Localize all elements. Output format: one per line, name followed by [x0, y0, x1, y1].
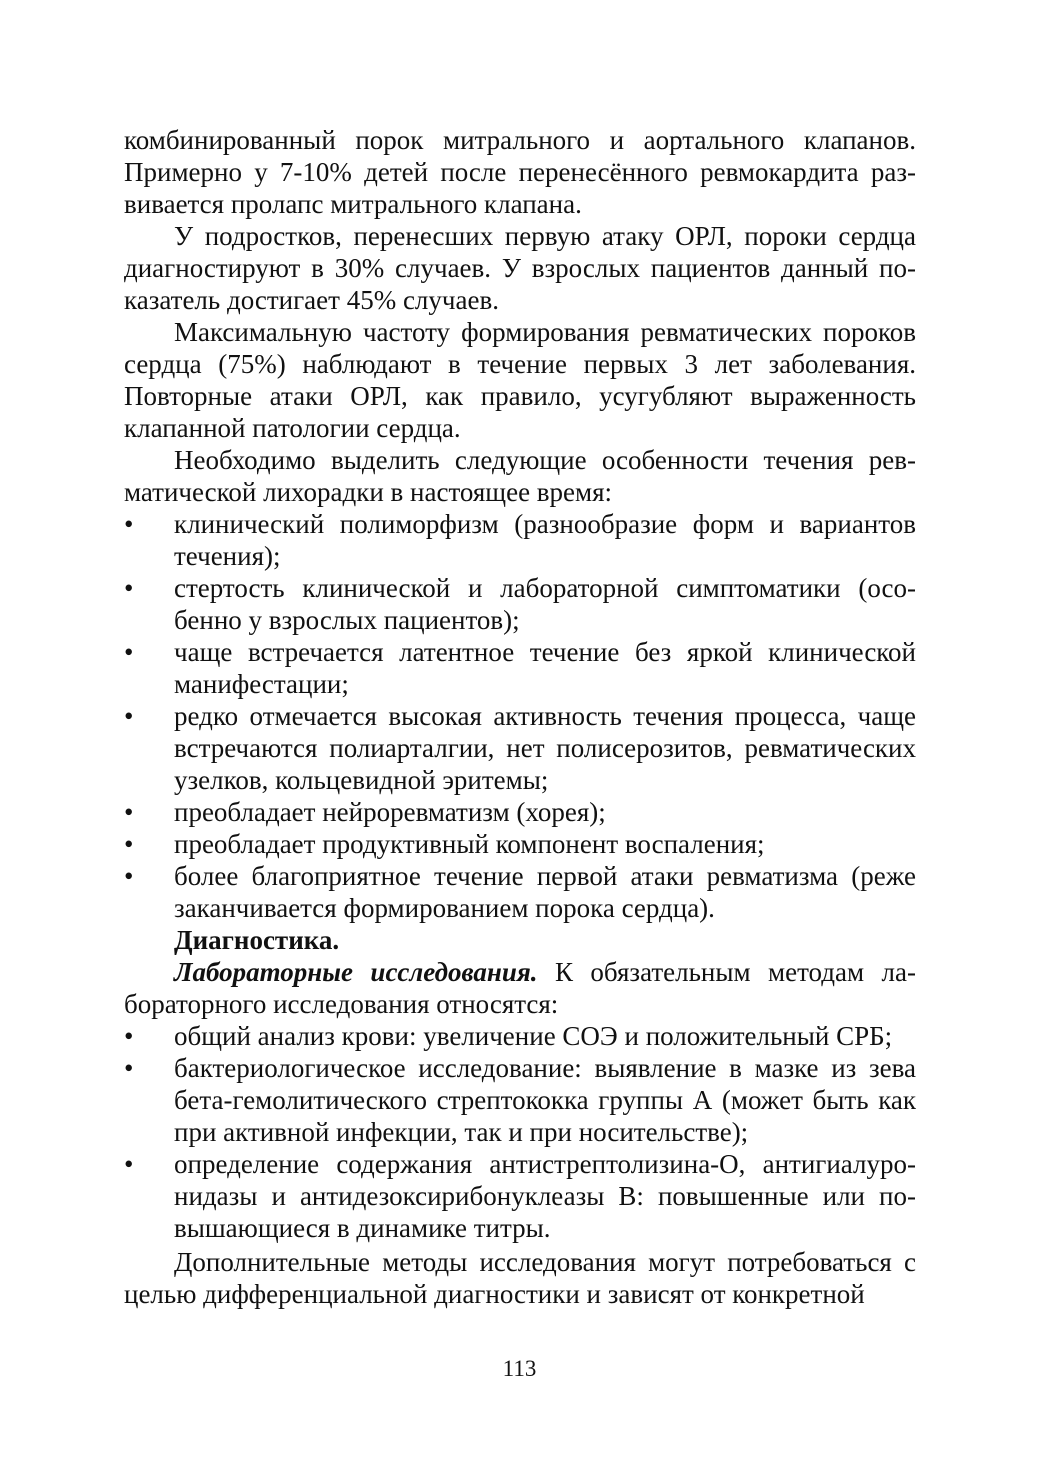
list-item [124, 508, 916, 572]
list-item-text: преобладает нейроревматизм (хорея); [174, 797, 606, 827]
paragraph-continuation: комбинированный порок митрального и аортального клапанов. Примерно у 7-10% детей после перенесённого ревмокардита развивается пролапс митрального клапана. [124, 125, 916, 219]
list-item [124, 636, 916, 700]
bullet-icon: • [124, 797, 134, 827]
lab-list [124, 1020, 916, 1244]
list-item [124, 1020, 916, 1052]
page-body [124, 124, 916, 1310]
list-item-text: редко отмечается высокая активность течения процесса, чаще встречаются полиарталгии, нет полисерозитов, ревматических узелков, кольцевидной эритемы; [174, 701, 916, 795]
page-number: 113 [502, 1356, 537, 1381]
list-item [124, 1148, 916, 1244]
list-item-text: общий анализ крови: увеличение СОЭ и положительный СРБ; [174, 1021, 893, 1051]
bullet-icon: • [124, 509, 134, 539]
bullet-icon: • [124, 829, 134, 859]
list-item [124, 860, 916, 924]
lab-intro-text: К обязательным методам лабораторного исследования относятся: [124, 957, 916, 1019]
bullet-icon: • [124, 637, 134, 667]
features-list [124, 508, 916, 924]
bullet-icon: • [124, 861, 134, 891]
bullet-icon: • [124, 1149, 134, 1179]
list-item [124, 700, 916, 796]
list-item [124, 572, 916, 636]
paragraph-lab-intro [124, 956, 916, 1020]
bullet-icon: • [124, 1053, 134, 1083]
paragraph-adolescents: У подростков, перенесших первую атаку ОРЛ, пороки сердца диагностируют в 30% случаев. У взрослых пациентов данный показатель достигает 45% случаев. [124, 221, 916, 315]
paragraph-max-frequency: Максимальную частоту формирования ревматических пороков сердца (75%) наблюдают в течение первых 3 лет заболевания. Повторные атаки ОРЛ, как правило, усугубляют выраженность клапанной патологии сердца. [124, 317, 916, 443]
paragraph-additional-methods: Дополнительные методы исследования могут потребоваться с целью дифференциальной диагностики и зависят от конкретной [124, 1247, 916, 1309]
list-item-text: бактериологическое исследование: выявление в мазке из зева бета-гемолитического стрептококка группы А (может быть как при активной инфекции, так и при носительстве); [174, 1053, 916, 1147]
list-item-text: стертость клинической и лабораторной симптоматики (особенно у взрослых пациентов); [174, 573, 916, 635]
bullet-icon: • [124, 1021, 134, 1051]
list-item [124, 1052, 916, 1148]
lab-label: Лабораторные исследования. [174, 957, 538, 987]
section-heading-diagnostics: Диагностика. [174, 925, 340, 955]
list-item-text: более благоприятное течение первой атаки ревматизма (реже заканчивается формированием порока сердца). [174, 861, 916, 923]
list-item-text: клинический полиморфизм (разнообразие форм и вариантов течения); [174, 509, 916, 571]
paragraph-features-intro: Необходимо выделить следующие особенности течения ревматической лихорадки в настоящее время: [124, 445, 916, 507]
bullet-icon: • [124, 573, 134, 603]
list-item [124, 796, 916, 828]
list-item [124, 828, 916, 860]
list-item-text: преобладает продуктивный компонент воспаления; [174, 829, 765, 859]
bullet-icon: • [124, 701, 134, 731]
list-item-text: чаще встречается латентное течение без яркой клинической манифестации; [174, 637, 916, 699]
list-item-text: определение содержания антистрептолизина-О, антигиалуронидазы и антидезоксирибонуклеазы В: повышенные или повышающиеся в динамике титры. [174, 1149, 916, 1243]
